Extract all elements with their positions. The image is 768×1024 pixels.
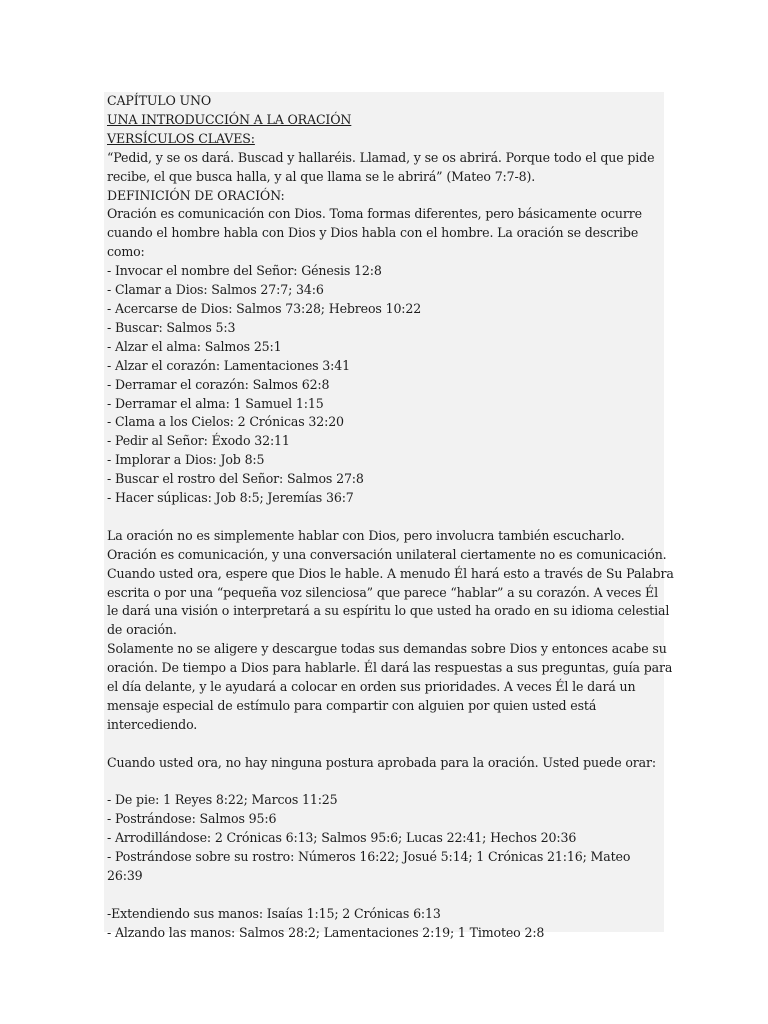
- list-item: - Arrodillándose: 2 Crónicas 6:13; Salmos 95:6; Lucas 22:41; Hechos 20:36: [107, 830, 577, 846]
- definition-line: cuando el hombre habla con Dios y Dios habla con el hombre. La oración se describe: [107, 225, 639, 241]
- key-verse-line: “Pedid, y se os dará. Buscad y hallaréis. Llamad, y se os abrirá. Porque todo el que pide: [107, 149, 655, 165]
- list-item: - Pedir al Señor: Éxodo 32:11: [107, 433, 290, 449]
- blank-line: [107, 508, 661, 527]
- paragraph-line: Cuando usted ora, espere que Dios le hable. A menudo Él hará esto a través de Su Palabra: [107, 565, 674, 581]
- list-item: - Acercarse de Dios: Salmos 73:28; Hebreos 10:22: [107, 300, 422, 316]
- definition-text: [107, 205, 661, 262]
- postures-list: [107, 791, 661, 886]
- paragraph-line: de oración.: [107, 622, 177, 638]
- paragraph-line: intercediendo.: [107, 716, 198, 732]
- list-item: - Postrándose: Salmos 95:6: [107, 811, 277, 827]
- blank-line: [107, 735, 661, 754]
- list-item: - Buscar el rostro del Señor: Salmos 27:8: [107, 471, 364, 487]
- paragraph-line: mensaje especial de estímulo para compartir con alguien por quien usted está: [107, 697, 597, 713]
- document-page: [104, 92, 674, 940]
- list-item: - Implorar a Dios: Job 8:5: [107, 452, 265, 468]
- paragraph-line: el día delante, y le ayudará a colocar en orden sus prioridades. A veces Él le dará un: [107, 679, 636, 695]
- paragraph-line: escrita o por una “pequeña voz silenciosa” que parece “hablar” a su corazón. A veces Él: [107, 584, 658, 600]
- chapter-label: CAPÍTULO UNO: [107, 93, 212, 108]
- list-item: - Clama a los Cielos: 2 Crónicas 32:20: [107, 414, 344, 430]
- list-item: - De pie: 1 Reyes 8:22; Marcos 11:25: [107, 792, 338, 808]
- blank-line: [107, 886, 661, 905]
- paragraph-line: La oración no es simplemente hablar con Dios, pero involucra también escucharlo.: [107, 527, 625, 543]
- list-item: - Alzando las manos: Salmos 28:2; Lamentaciones 2:19; 1 Timoteo 2:8: [107, 924, 545, 940]
- paragraph-listening: [107, 527, 674, 735]
- blank-line: [107, 773, 661, 792]
- paragraph-line: Oración es comunicación, y una conversación unilateral ciertamente no es comunicación.: [107, 546, 667, 562]
- list-item: - Buscar: Salmos 5:3: [107, 319, 236, 335]
- paragraph-posture: Cuando usted ora, no hay ninguna postura aprobada para la oración. Usted puede orar:: [107, 754, 656, 770]
- list-item: - Hacer súplicas: Job 8:5; Jeremías 36:7: [107, 490, 354, 506]
- list-item: -Extendiendo sus manos: Isaías 1:15; 2 Crónicas 6:13: [107, 905, 441, 921]
- definition-line: Oración es comunicación con Dios. Toma formas diferentes, pero básicamente ocurre: [107, 206, 642, 222]
- list-item: - Alzar el alma: Salmos 25:1: [107, 338, 282, 354]
- document-body: [107, 92, 674, 943]
- key-verses-label: VERSÍCULOS CLAVES:: [107, 130, 255, 146]
- paragraph-line: le dará una visión o interpretará a su espíritu lo que usted ha orado en su idioma celestial: [107, 603, 670, 619]
- list-item: - Invocar el nombre del Señor: Génesis 12:8: [107, 263, 382, 279]
- definition-line: como:: [107, 244, 145, 260]
- list-item: - Derramar el alma: 1 Samuel 1:15: [107, 395, 324, 411]
- list-item: 26:39: [107, 868, 143, 884]
- list-item: - Postrándose sobre su rostro: Números 16:22; Josué 5:14; 1 Crónicas 21:16; Mateo: [107, 849, 631, 865]
- descriptions-list: [107, 262, 661, 508]
- paragraph-line: Solamente no se aligere y descargue todas sus demandas sobre Dios y entonces acabe su: [107, 641, 667, 657]
- list-item: - Alzar el corazón: Lamentaciones 3:41: [107, 357, 350, 373]
- list-item: - Derramar el corazón: Salmos 62:8: [107, 376, 330, 392]
- key-verse: [107, 149, 661, 187]
- paragraph-line: oración. De tiempo a Dios para hablarle. Él dará las respuestas a sus preguntas, guía para: [107, 660, 673, 676]
- list-item: - Clamar a Dios: Salmos 27:7; 34:6: [107, 282, 324, 298]
- postures-list-continued: [107, 905, 661, 943]
- key-verse-line: recibe, el que busca halla, y al que llama se le abrirá” (Mateo 7:7-8).: [107, 168, 536, 184]
- definition-label: DEFINICIÓN DE ORACIÓN:: [107, 187, 285, 203]
- chapter-title: UNA INTRODUCCIÓN A LA ORACIÓN: [107, 111, 352, 127]
